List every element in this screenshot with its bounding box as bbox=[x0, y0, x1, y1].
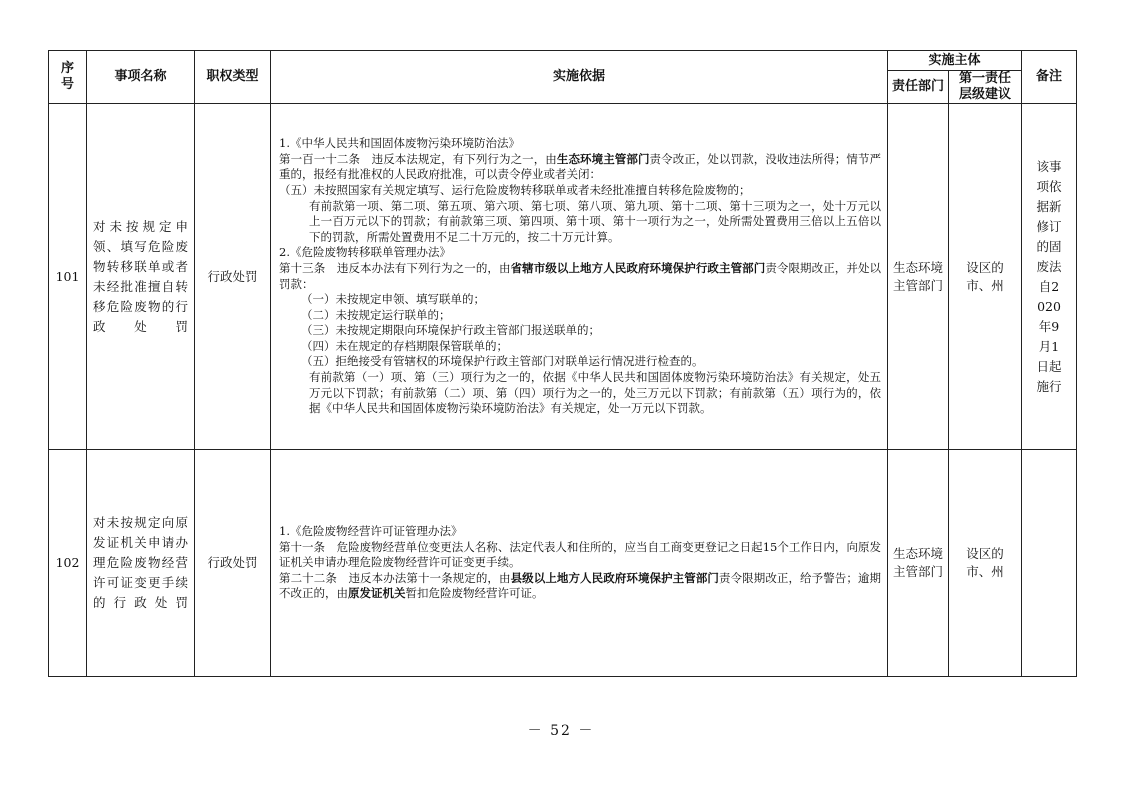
row-authority-type: 行政处罚 bbox=[195, 450, 271, 677]
basis-text: 暂扣危险废物经营许可证。 bbox=[405, 586, 544, 601]
basis-line: （五）拒绝接受有管辖权的环境保护行政主管部门对联单运行情况进行检查的。 bbox=[301, 354, 704, 369]
header-seq: 序号 bbox=[49, 51, 87, 104]
basis-bold-text: 县级以上地方人民政府环境保护主管部门 bbox=[510, 570, 719, 585]
basis-text: 责令限期改正，并处以罚款： bbox=[279, 260, 882, 291]
row-remark: 该事项依据新修订的固废法自2020年9月1日起施行 bbox=[1022, 104, 1077, 450]
row-basis bbox=[271, 104, 888, 450]
basis-line: 有前款第一项、第二项、第五项、第六项、第七项、第八项、第九项、第十二项、第十三项为之一，处十万元以上一百万元以下的罚款；有前款第三项、第四项、第十项、第十一项行为之一，处所需处置费用三倍以上五倍以下的罚款，所需处置费用不足二十万元的，按二十万元计算。 bbox=[309, 198, 881, 244]
row-dept: 生态环境主管部门 bbox=[888, 450, 949, 677]
header-authority-type: 职权类型 bbox=[195, 51, 271, 104]
row-item-name: 对未按规定向原发证机关申请办理危险废物经营许可证变更手续的行政处罚 bbox=[87, 450, 195, 677]
basis-bold-text: 省辖市级以上地方人民政府环境保护行政主管部门 bbox=[510, 260, 766, 275]
basis-line: （四）未在规定的存档期限保管联单的； bbox=[301, 338, 508, 353]
basis-text: 第十三条 违反本办法有下列行为之一的，由 bbox=[279, 260, 511, 275]
basis-line: 2.《危险废物转移联单管理办法》 bbox=[279, 245, 451, 260]
basis-line bbox=[279, 571, 881, 602]
header-item-name: 事项名称 bbox=[87, 51, 195, 104]
table-row bbox=[49, 104, 1077, 450]
header-level: 第一责任层级建议 bbox=[949, 71, 1022, 104]
basis-line: 有前款第（一）项、第（三）项行为之一的，依据《中华人民共和国固体废物污染环境防治法》有关规定，处五万元以下罚款；有前款第（二）项、第（四）项行为之一的，处三万元以下罚款；有前款第（五）项行为的，依据《中华人民共和国固体废物污染环境防治法》有关规定，处一万元以下罚款。 bbox=[309, 370, 881, 416]
basis-text: 第一百一十二条 违反本法规定，有下列行为之一，由 bbox=[279, 151, 557, 166]
row-seq: 102 bbox=[49, 450, 87, 677]
basis-line: （一）未按规定申领、填写联单的； bbox=[301, 292, 485, 307]
header-subject: 实施主体 bbox=[888, 51, 1022, 71]
header-dept: 责任部门 bbox=[888, 71, 949, 104]
basis-line: （五）未按照国家有关规定填写、运行危险废物转移联单或者未经批准擅自转移危险废物的； bbox=[279, 182, 751, 197]
basis-line: 1.《中华人民共和国固体废物污染环境防治法》 bbox=[279, 136, 520, 151]
table-row bbox=[49, 450, 1077, 677]
row-level: 设区的市、州 bbox=[949, 450, 1022, 677]
page-number: － 52 － bbox=[527, 723, 595, 739]
basis-text: 责令限期改正，给予警告；逾期不改正的，由 bbox=[279, 570, 882, 601]
header-basis: 实施依据 bbox=[271, 51, 888, 104]
row-authority-type: 行政处罚 bbox=[195, 104, 271, 450]
row-dept: 生态环境主管部门 bbox=[888, 104, 949, 450]
row-item-name: 对未按规定申领、填写危险废物转移联单或者未经批准擅自转移危险废物的行政处罚 bbox=[87, 104, 195, 450]
basis-line bbox=[279, 152, 881, 183]
row-seq: 101 bbox=[49, 104, 87, 450]
basis-line: （二）未按规定运行联单的； bbox=[301, 307, 451, 322]
enforcement-table bbox=[48, 50, 1077, 677]
basis-text: 第二十二条 违反本办法第十一条规定的，由 bbox=[279, 570, 511, 585]
basis-line bbox=[279, 261, 881, 292]
basis-line: 1.《危险废物经营许可证管理办法》 bbox=[279, 524, 463, 539]
basis-text: 责令改正，处以罚款，没收违法所得；情节严重的，报经有批准权的人民政府批准，可以责令停业或者关闭： bbox=[279, 151, 882, 182]
basis-line: 第十一条 危险废物经营单位变更法人名称、法定代表人和住所的，应当自工商变更登记之日起15个工作日内，向原发证机关申请办理危险废物经营许可证变更手续。 bbox=[279, 539, 881, 570]
row-basis bbox=[271, 450, 888, 677]
header-remark: 备注 bbox=[1022, 51, 1077, 104]
basis-bold-text: 生态环境主管部门 bbox=[556, 151, 650, 166]
row-level: 设区的市、州 bbox=[949, 104, 1022, 450]
row-remark bbox=[1022, 450, 1077, 677]
basis-bold-text: 原发证机关 bbox=[348, 586, 406, 601]
basis-line: （三）未按规定期限向环境保护行政主管部门报送联单的； bbox=[301, 323, 600, 338]
